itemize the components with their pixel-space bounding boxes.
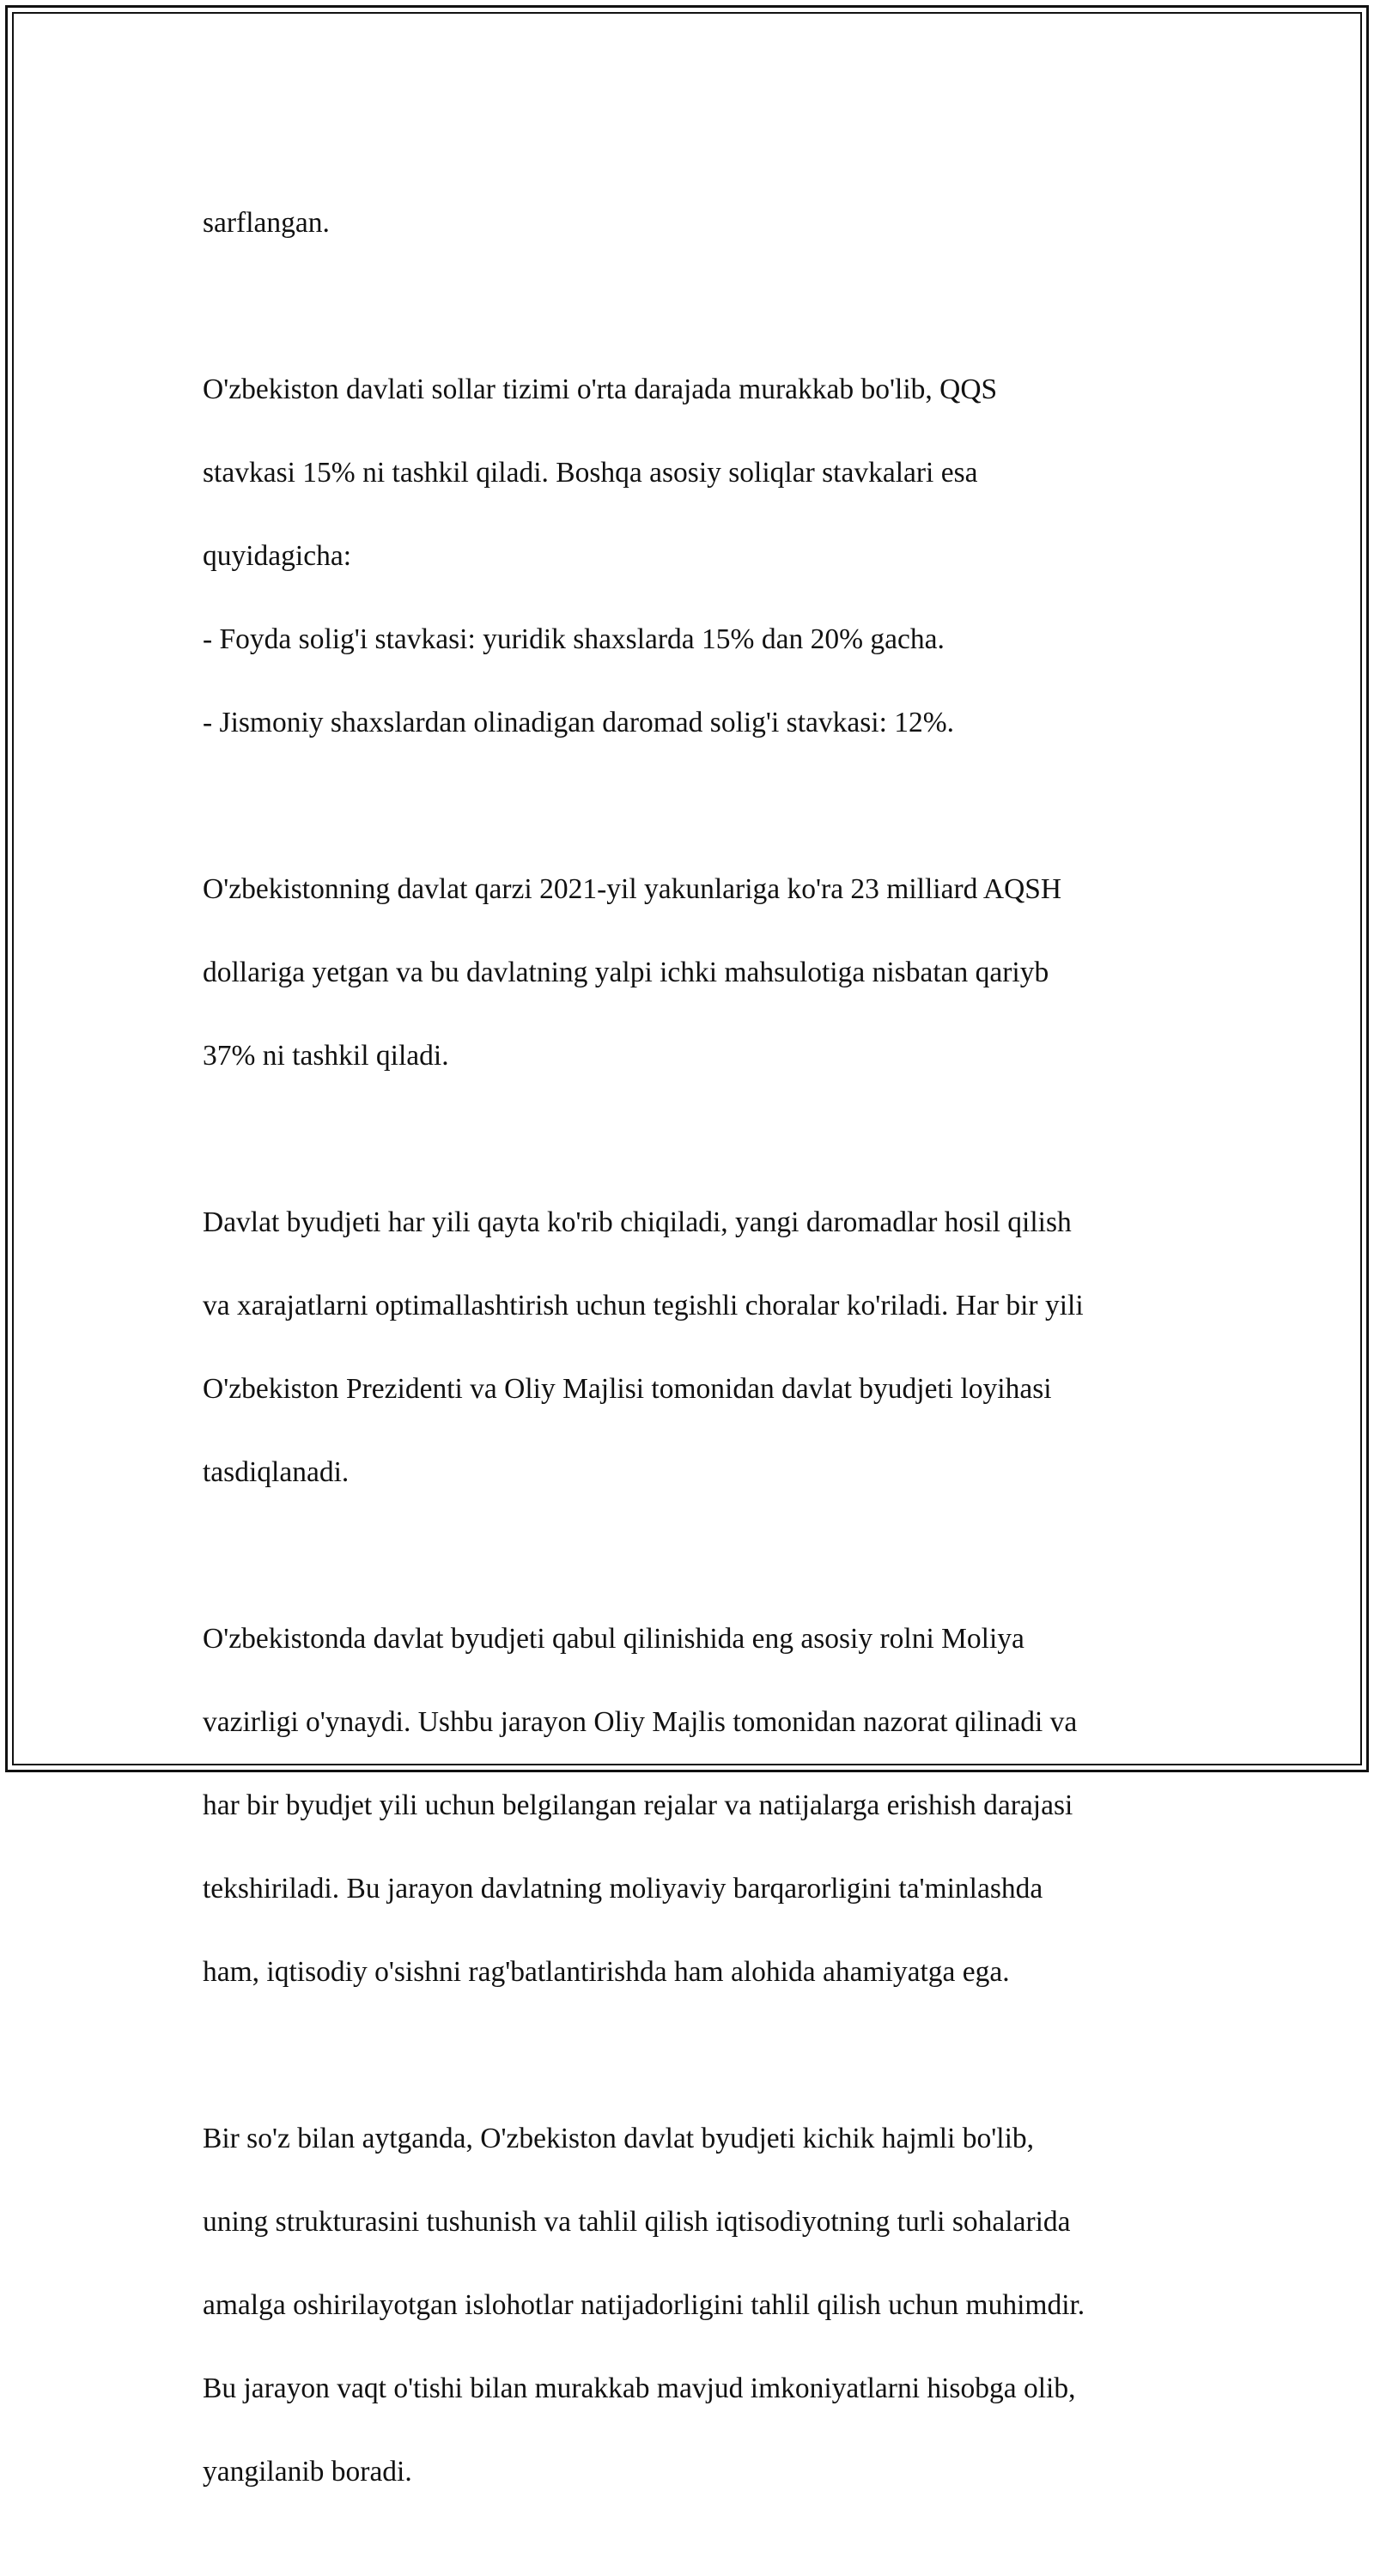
- list-item: - Foyda solig'i stavkasi: yuridik shaxslarda 15% dan 20% gacha.: [203, 623, 945, 655]
- text-line: Bir so'z bilan aytganda, O'zbekiston davlat byudjeti kichik hajmli bo'lib,: [203, 2122, 1035, 2154]
- paragraph-6: [203, 2076, 1190, 2535]
- list-item: - Jismoniy shaxslardan olinadigan daromad solig'i stavkasi: 12%.: [203, 706, 955, 738]
- text-line: sarflangan.: [203, 206, 330, 239]
- text-line: tasdiqlanadi.: [203, 1455, 350, 1488]
- paragraph-3: [203, 827, 1190, 1119]
- text-line: uning strukturasini tushunish va tahlil qilish iqtisodiyotning turli sohalarida: [203, 2205, 1071, 2238]
- text-line: Davlat byudjeti har yili qayta ko'rib chiqiladi, yangi daromadlar hosil qilish: [203, 1206, 1072, 1238]
- document-body: [203, 161, 1190, 2576]
- text-line: Bu jarayon vaqt o'tishi bilan murakkab mavjud imkoniyatlarni hisobga olib,: [203, 2372, 1076, 2404]
- paragraph-1: [203, 161, 1190, 286]
- text-line: O'zbekistonda davlat byudjeti qabul qilinishida eng asosiy rolni Moliya: [203, 1622, 1024, 1655]
- paragraph-4: [203, 1160, 1190, 1535]
- paragraph-5: [203, 1577, 1190, 2035]
- text-line: amalga oshirilayotgan islohotlar natijadorligini tahlil qilish uchun muhimdir.: [203, 2288, 1085, 2321]
- text-line: tekshiriladi. Bu jarayon davlatning moliyaviy barqarorligini ta'minlashda: [203, 1872, 1043, 1905]
- text-line: O'zbekiston davlati sollar tizimi o'rta darajada murakkab bo'lib, QQS: [203, 373, 998, 405]
- text-line: va xarajatlarni optimallashtirish uchun tegishli choralar ko'riladi. Har bir yili: [203, 1289, 1084, 1321]
- paragraph-2: [203, 327, 1190, 786]
- text-line: quyidagicha:: [203, 539, 352, 572]
- text-line: vazirligi o'ynaydi. Ushbu jarayon Oliy Majlis tomonidan nazorat qilinadi va: [203, 1705, 1078, 1738]
- text-line: 37% ni tashkil qiladi.: [203, 1039, 449, 1072]
- text-line: yangilanib boradi.: [203, 2455, 412, 2488]
- text-line: O'zbekiston Prezidenti va Oliy Majlisi tomonidan davlat byudjeti loyihasi: [203, 1372, 1052, 1405]
- text-line: O'zbekistonning davlat qarzi 2021-yil yakunlariga ko'ra 23 milliard AQSH: [203, 872, 1062, 905]
- text-line: stavkasi 15% ni tashkil qiladi. Boshqa asosiy soliqlar stavkalari esa: [203, 456, 978, 489]
- text-line: ham, iqtisodiy o'sishni rag'batlantirishda ham alohida ahamiyatga ega.: [203, 1955, 1010, 1988]
- text-line: dollariga yetgan va bu davlatning yalpi ichki mahsulotiga nisbatan qariyb: [203, 956, 1049, 988]
- text-line: har bir byudjet yili uchun belgilangan rejalar va natijalarga erishish darajasi: [203, 1789, 1073, 1821]
